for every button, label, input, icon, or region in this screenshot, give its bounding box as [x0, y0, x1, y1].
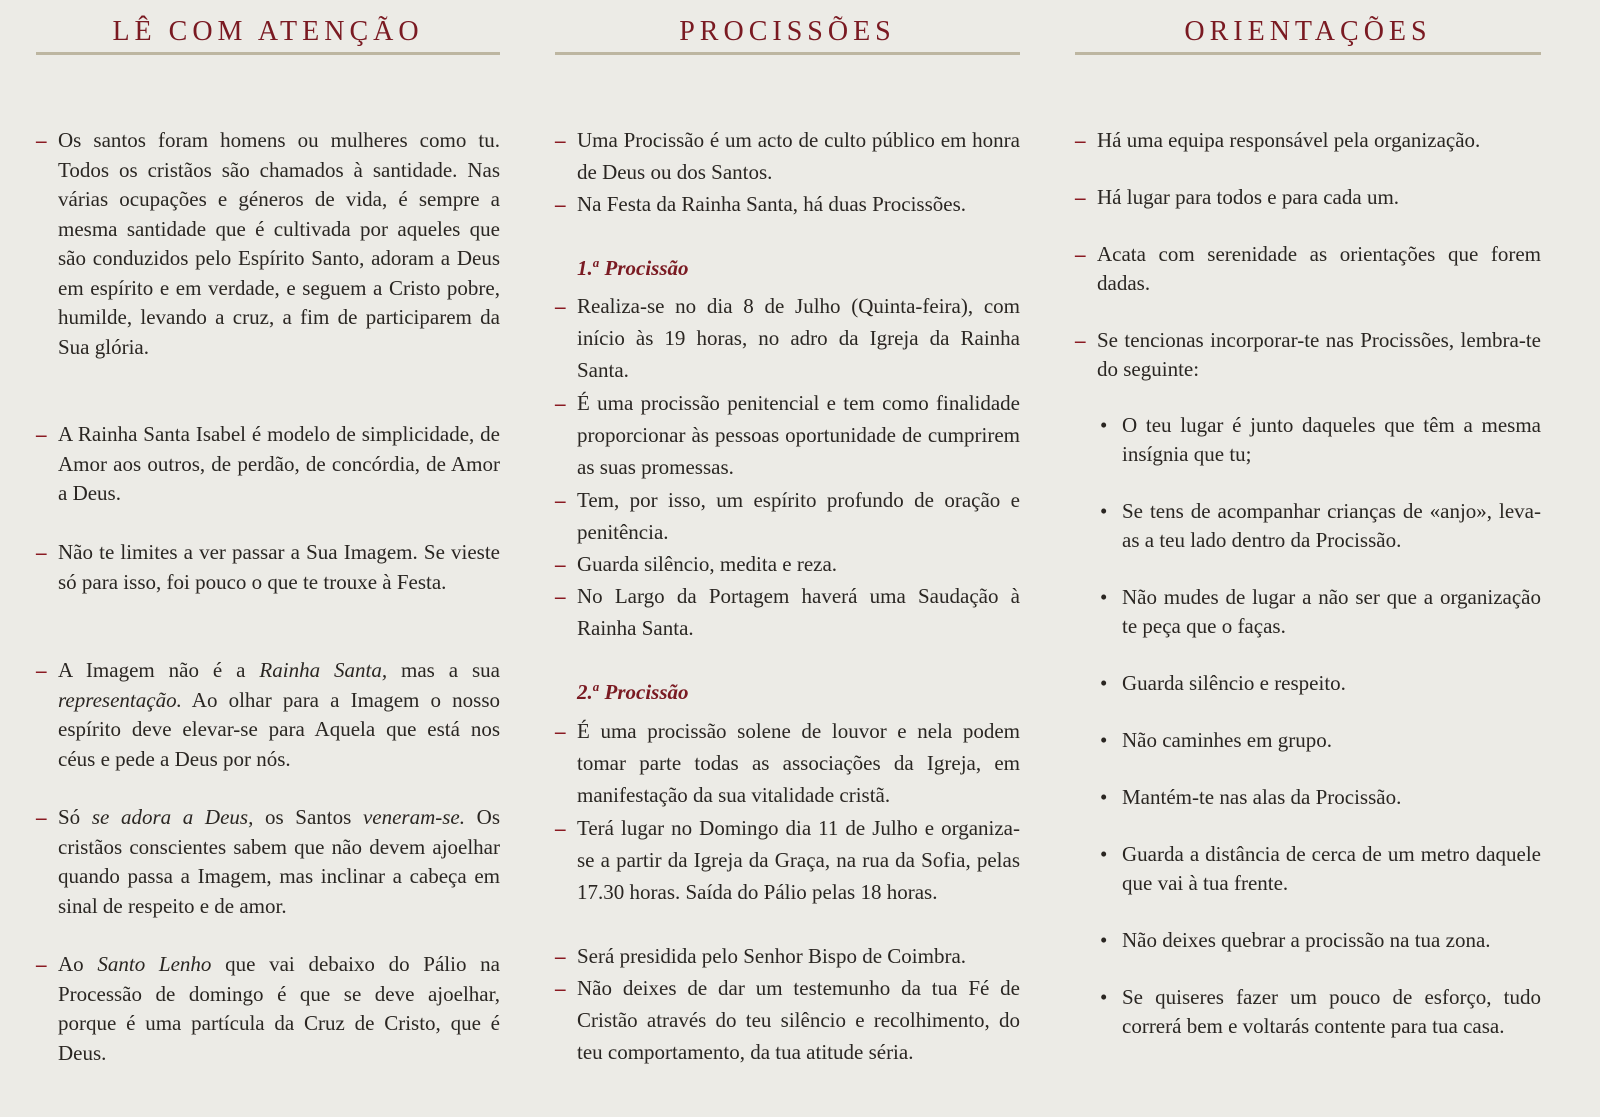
- heading-ordinal: a: [592, 255, 600, 270]
- item-text-part: que vai debaixo do Pálio na Processão de domingo é que se deve ajoelhar, porque é uma partícula da Cruz de Cristo, que é Deus.: [58, 952, 500, 1065]
- list-item: [555, 812, 1020, 908]
- item-text: Não deixes de dar um testemunho da tua Fé de Cristão através do teu silêncio e recolhimento, do teu comportamento, da tua atitude séria.: [577, 976, 1020, 1064]
- dash-marker: –: [555, 944, 566, 968]
- bullet-item: [1097, 411, 1541, 469]
- dash-marker: –: [36, 658, 47, 682]
- bullet-item: [1097, 983, 1541, 1041]
- list-item: [1075, 326, 1541, 384]
- column-title: LÊ COM ATENÇÃO: [112, 16, 424, 47]
- column-title: ORIENTAÇÕES: [1184, 16, 1432, 47]
- column-processions: [555, 0, 1020, 1064]
- dash-marker: –: [1075, 328, 1086, 352]
- item-text: A Rainha Santa Isabel é modelo de simplicidade, de Amor aos outros, de perdão, de concórdia, de Amor a Deus.: [58, 422, 500, 505]
- dash-marker: –: [1075, 128, 1086, 152]
- item-text-part: Os cristãos conscientes sabem que não devem ajoelhar quando passa a Imagem, mas inclinar a cabeça em sinal de respeito e de amor.: [58, 805, 500, 918]
- bullet-text: Se quiseres fazer um pouco de esforço, tudo correrá bem e voltarás contente para tua casa.: [1122, 985, 1541, 1038]
- list-item: [555, 580, 1020, 644]
- item-text: Terá lugar no Domingo dia 11 de Julho e organiza-se a partir da Igreja da Graça, na rua da Sofia, pelas 17.30 horas. Saída do Pálio pelas 18 horas.: [577, 816, 1020, 904]
- column-guidelines: [1075, 0, 1541, 1038]
- list-item: [555, 290, 1020, 386]
- item-text-part: Ao olhar para a Imagem o nosso espírito deve elevar-se para Aquela que está nos céus e pede a Deus por nós.: [58, 687, 500, 771]
- dash-marker: –: [555, 192, 566, 216]
- bullet-text: Não mudes de lugar a não ser que a organização te peça que o faças.: [1122, 585, 1541, 638]
- title-divider: [555, 52, 1020, 55]
- heading-number: 2.: [577, 680, 593, 704]
- section-heading-first-procession: [577, 256, 689, 281]
- section-heading-second-procession: [577, 680, 689, 705]
- title-divider: [1075, 52, 1541, 55]
- item-text: Acata com serenidade as orientações que forem dadas.: [1097, 242, 1541, 295]
- bullet-marker: •: [1100, 585, 1108, 609]
- list-item: [36, 126, 500, 362]
- list-item: [1075, 240, 1541, 298]
- bullet-marker: •: [1100, 499, 1108, 523]
- list-item: [555, 972, 1020, 1068]
- bullet-text: Não deixes quebrar a procissão na tua zona.: [1122, 928, 1491, 952]
- item-text: Uma Procissão é um acto de culto público em honra de Deus ou dos Santos.: [577, 128, 1020, 184]
- bullet-item: [1097, 926, 1541, 955]
- item-text: Não te limites a ver passar a Sua Imagem. Se vieste só para isso, foi pouco o que te trouxe à Festa.: [58, 540, 500, 594]
- dash-marker: –: [555, 719, 566, 743]
- item-text-part: Ao: [58, 952, 98, 976]
- list-item: [555, 188, 1020, 220]
- item-text-emphasis: representação.: [58, 687, 182, 712]
- bullet-text: Guarda silêncio e respeito.: [1122, 671, 1346, 695]
- item-text-emphasis: veneram-se.: [362, 805, 466, 829]
- heading-label: Procissão: [599, 256, 689, 280]
- list-item: [1075, 183, 1541, 212]
- dash-marker: –: [555, 584, 566, 608]
- dash-marker: –: [555, 816, 566, 840]
- list-item: [1075, 126, 1541, 155]
- item-text: É uma procissão penitencial e tem como finalidade proporcionar às pessoas oportunidade de cumprirem as suas promessas.: [577, 391, 1020, 479]
- heading-label: Procissão: [599, 680, 689, 704]
- item-text-part: A Imagem não é a: [58, 658, 260, 682]
- bullet-text: Mantém-te nas alas da Procissão.: [1122, 785, 1402, 809]
- item-text: Tem, por isso, um espírito profundo de oração e penitência.: [577, 488, 1020, 544]
- bullet-marker: •: [1100, 985, 1108, 1009]
- item-text: Guarda silêncio, medita e reza.: [577, 552, 838, 576]
- dash-marker: –: [36, 422, 47, 446]
- dash-marker: –: [36, 952, 47, 976]
- list-item: [36, 950, 500, 1068]
- list-item: [555, 387, 1020, 483]
- bullet-text: Não caminhes em grupo.: [1122, 728, 1332, 752]
- item-text: Há uma equipa responsável pela organização.: [1097, 128, 1481, 152]
- bullet-marker: •: [1100, 413, 1108, 437]
- item-text: Há lugar para todos e para cada um.: [1097, 185, 1400, 209]
- item-text: No Largo da Portagem haverá uma Saudação à Rainha Santa.: [577, 584, 1020, 640]
- column-read-carefully: [36, 0, 500, 1065]
- list-item: [36, 803, 500, 921]
- title-divider: [36, 52, 500, 55]
- dash-marker: –: [555, 976, 566, 1000]
- item-text-part: Só: [58, 805, 92, 829]
- heading-ordinal: a: [592, 679, 600, 694]
- dash-marker: –: [555, 391, 566, 415]
- dash-marker: –: [555, 552, 566, 576]
- bullet-marker: •: [1100, 671, 1108, 695]
- dash-marker: –: [1075, 185, 1086, 209]
- item-text: Será presidida pelo Senhor Bispo de Coimbra.: [577, 944, 967, 968]
- item-text-emphasis: Rainha Santa,: [259, 658, 388, 682]
- bullet-text: O teu lugar é junto daqueles que têm a mesma insígnia que tu;: [1122, 413, 1541, 466]
- list-item: [36, 656, 500, 774]
- bullet-item: [1097, 583, 1541, 641]
- dash-marker: –: [555, 294, 566, 318]
- heading-number: 1.: [577, 256, 593, 280]
- item-text: É uma procissão solene de louvor e nela podem tomar parte todas as associações da Igreja, em manifestação da sua vitalidade cristã.: [577, 719, 1020, 807]
- item-text: Os santos foram homens ou mulheres como tu. Todos os cristãos são chamados à santidade. Nas várias ocupações e géneros de vida, é sempre a mesma santidade que é cultivada por aqueles que são conduzidos pelo Espírito Santo, adoram a Deus em espírito e em verdade, e seguem a Cristo pobre, humilde, levando a cruz, a fim de participarem da Sua glória.: [58, 128, 500, 359]
- list-item: [555, 940, 1020, 972]
- bullet-item: [1097, 840, 1541, 898]
- list-item: [555, 484, 1020, 548]
- column-title: PROCISSÕES: [679, 16, 896, 47]
- item-text-part: os Santos: [253, 805, 363, 829]
- bullet-text: Se tens de acompanhar crianças de «anjo», leva-as a teu lado dentro da Procissão.: [1122, 499, 1541, 552]
- item-text-emphasis: Santo Lenho: [97, 952, 212, 976]
- dash-marker: –: [36, 805, 47, 829]
- list-item: [555, 548, 1020, 580]
- dash-marker: –: [555, 488, 566, 512]
- bullet-item: [1097, 726, 1541, 755]
- bullet-marker: •: [1100, 728, 1108, 752]
- bullet-marker: •: [1100, 785, 1108, 809]
- list-item: [36, 538, 500, 597]
- list-item: [555, 715, 1020, 811]
- item-text: Na Festa da Rainha Santa, há duas Procissões.: [577, 192, 967, 216]
- bullet-marker: •: [1100, 842, 1108, 866]
- bullet-text: Guarda a distância de cerca de um metro daquele que vai à tua frente.: [1122, 842, 1541, 895]
- bullet-item: [1097, 497, 1541, 555]
- dash-marker: –: [1075, 242, 1086, 266]
- bullet-marker: •: [1100, 928, 1108, 952]
- bullet-item: [1097, 669, 1541, 698]
- list-item: [555, 124, 1020, 188]
- dash-marker: –: [555, 128, 566, 152]
- list-item: [36, 420, 500, 509]
- item-text-emphasis: se adora a Deus,: [91, 805, 254, 829]
- item-text-part: mas a sua: [387, 658, 500, 682]
- dash-marker: –: [36, 128, 47, 152]
- item-text: Realiza-se no dia 8 de Julho (Quinta-feira), com início às 19 horas, no adro da Igreja da Rainha Santa.: [577, 294, 1020, 382]
- item-text: Se tencionas incorporar-te nas Procissões, lembra-te do seguinte:: [1097, 328, 1541, 381]
- dash-marker: –: [36, 540, 47, 564]
- bullet-item: [1097, 783, 1541, 812]
